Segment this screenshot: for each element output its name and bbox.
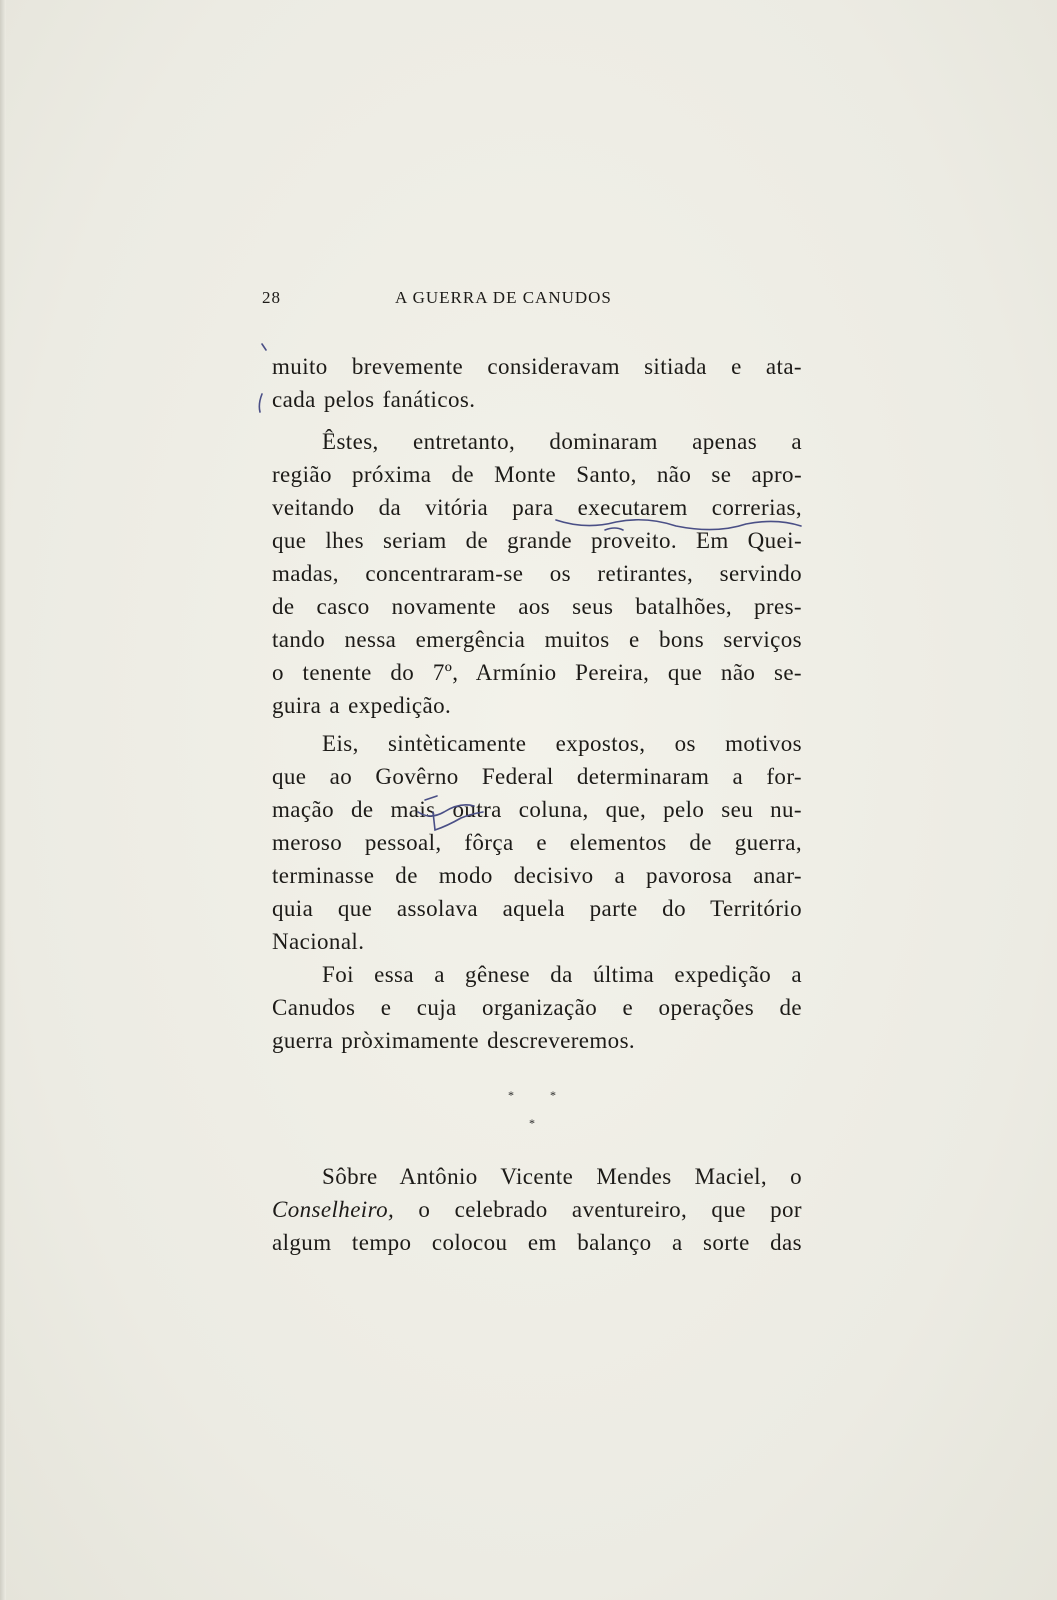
running-header: [262, 288, 682, 312]
asterisk: *: [550, 1088, 556, 1102]
text-line: muito brevemente consideravam sitiada e ata-: [272, 354, 802, 379]
text-line: que lhes seriam de grande proveito. Em Quei-: [272, 528, 802, 553]
paragraph-1: [272, 350, 802, 416]
text-line: o tenente do 7º, Armínio Pereira, que não se-: [272, 660, 802, 685]
text-line: tando nessa emergência muitos e bons serviços: [272, 627, 802, 652]
paragraph-2: [272, 425, 802, 722]
text-line: mação de mais outra coluna, que, pelo seu nu-: [272, 797, 802, 822]
text-line: de casco novamente aos seus batalhões, pres-: [272, 594, 802, 619]
text-line: algum tempo colocou em balanço a sorte das: [272, 1230, 802, 1255]
paragraph-4: [272, 958, 802, 1057]
text-line: região próxima de Monte Santo, não se apro-: [272, 462, 802, 487]
text-line: guira a expedição.: [272, 693, 452, 718]
text-line: veitando da vitória para executarem correrias,: [272, 495, 802, 520]
text-run: o celebrado aventureiro, que por: [394, 1197, 802, 1222]
text-line: cada pelos fanáticos.: [272, 387, 476, 412]
text-line: meroso pessoal, fôrça e elementos de guerra,: [272, 830, 802, 855]
text-line: madas, concentraram-se os retirantes, servindo: [272, 561, 802, 586]
text-line: Êstes, entretanto, dominaram apenas a: [322, 429, 802, 454]
asterisk: *: [529, 1116, 535, 1130]
text-line: Eis, sintèticamente expostos, os motivos: [322, 731, 802, 756]
asterisk: *: [508, 1088, 514, 1102]
text-line: Canudos e cuja organização e operações de: [272, 995, 802, 1020]
text-line: que ao Govêrno Federal determinaram a for-: [272, 764, 802, 789]
margin-bracket-mark: [259, 344, 266, 412]
text-line: Nacional.: [272, 929, 365, 954]
section-separator: [500, 1088, 580, 1138]
page-number: 28: [262, 288, 281, 307]
text-line: quia que assolava aquela parte do Território: [272, 896, 802, 921]
text-line: guerra pròximamente descreveremos.: [272, 1028, 636, 1053]
text-line: [272, 1193, 802, 1226]
italic-term: Conselheiro,: [272, 1197, 395, 1222]
page-edge: [0, 0, 6, 1600]
text-line: Foi essa a gênese da última expedição a: [322, 962, 802, 987]
paragraph-3: [272, 727, 802, 958]
text-line: terminasse de modo decisivo a pavorosa anar-: [272, 863, 802, 888]
paragraph-5: [272, 1160, 802, 1259]
text-line: Sôbre Antônio Vicente Mendes Maciel, o: [322, 1164, 802, 1189]
running-title: A GUERRA DE CANUDOS: [395, 288, 612, 307]
